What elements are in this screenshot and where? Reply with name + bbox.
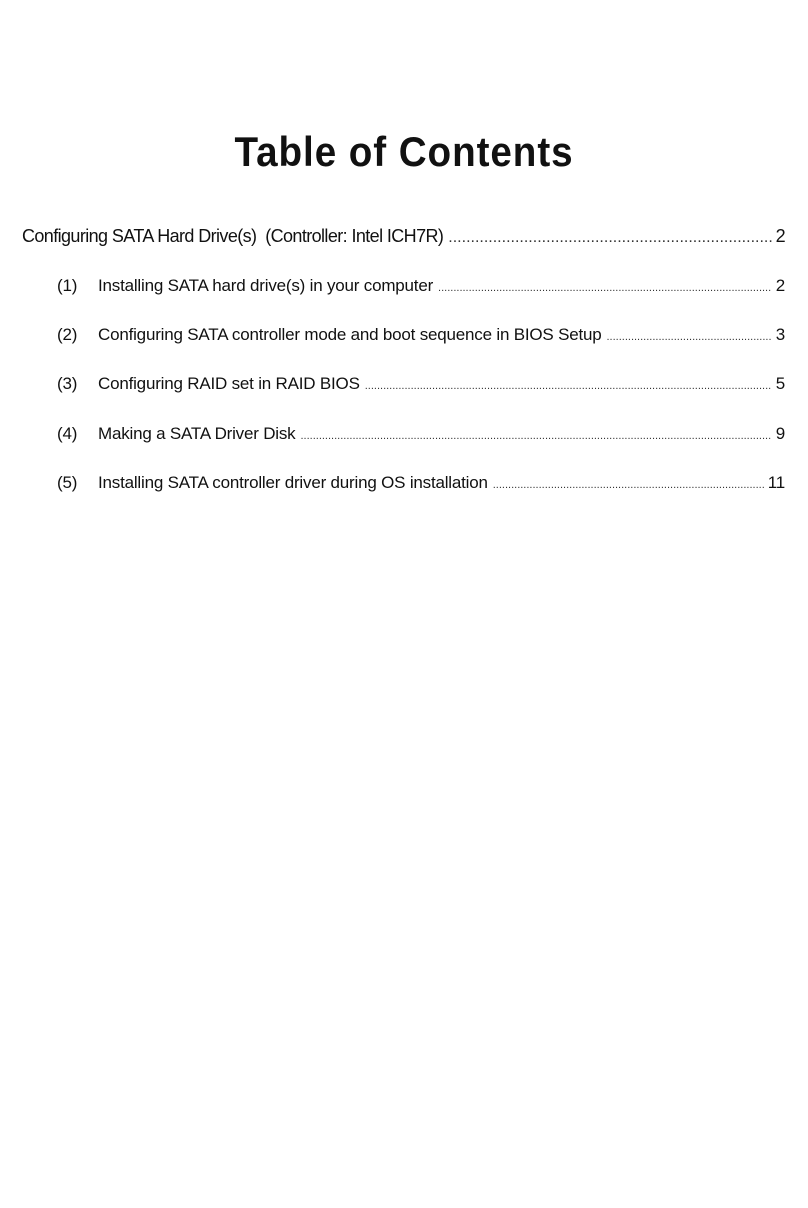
toc-leader-dots (493, 471, 764, 497)
page-title: Table of Contents (234, 128, 574, 175)
toc-entry-3[interactable] (57, 372, 785, 398)
toc-page-number: 2 (775, 226, 785, 246)
toc-entry-label: Configuring RAID set in RAID BIOS (98, 374, 360, 393)
toc-leader-dots (607, 323, 772, 349)
toc-leader-dots (300, 422, 771, 448)
toc-leader-dots (365, 372, 772, 398)
toc-entry-number: (1) (57, 276, 78, 295)
toc-entry-number: (4) (57, 424, 78, 443)
toc-entry-number: (5) (57, 473, 78, 492)
toc-entry-label: Configuring SATA controller mode and boot sequence in BIOS Setup (98, 325, 602, 344)
toc-entry-label: Installing SATA hard drive(s) in your computer (98, 276, 434, 295)
toc-entry-main[interactable] (22, 224, 785, 250)
toc-page-number: 9 (775, 424, 785, 443)
toc-entry-2[interactable] (57, 323, 785, 349)
toc-page-number: 3 (775, 325, 785, 344)
toc-entry-number: (3) (57, 374, 78, 393)
toc-entry-number: (2) (57, 325, 78, 344)
toc-entry-5[interactable] (57, 471, 785, 497)
toc-page-number: 5 (775, 374, 785, 393)
toc-entry-label: Installing SATA controller driver during OS installation (98, 473, 488, 492)
toc-entry-label: Configuring SATA Hard Drive(s) (Controller: Intel ICH7R) (22, 226, 444, 246)
toc-entry-label: Making a SATA Driver Disk (98, 424, 296, 443)
toc-page-number: 11 (767, 473, 785, 492)
toc-leader-dots (438, 274, 772, 300)
toc-leader-dots (448, 224, 771, 250)
toc-entry-1[interactable] (57, 274, 785, 300)
toc-page-number: 2 (775, 276, 785, 295)
toc-entry-4[interactable] (57, 422, 785, 448)
